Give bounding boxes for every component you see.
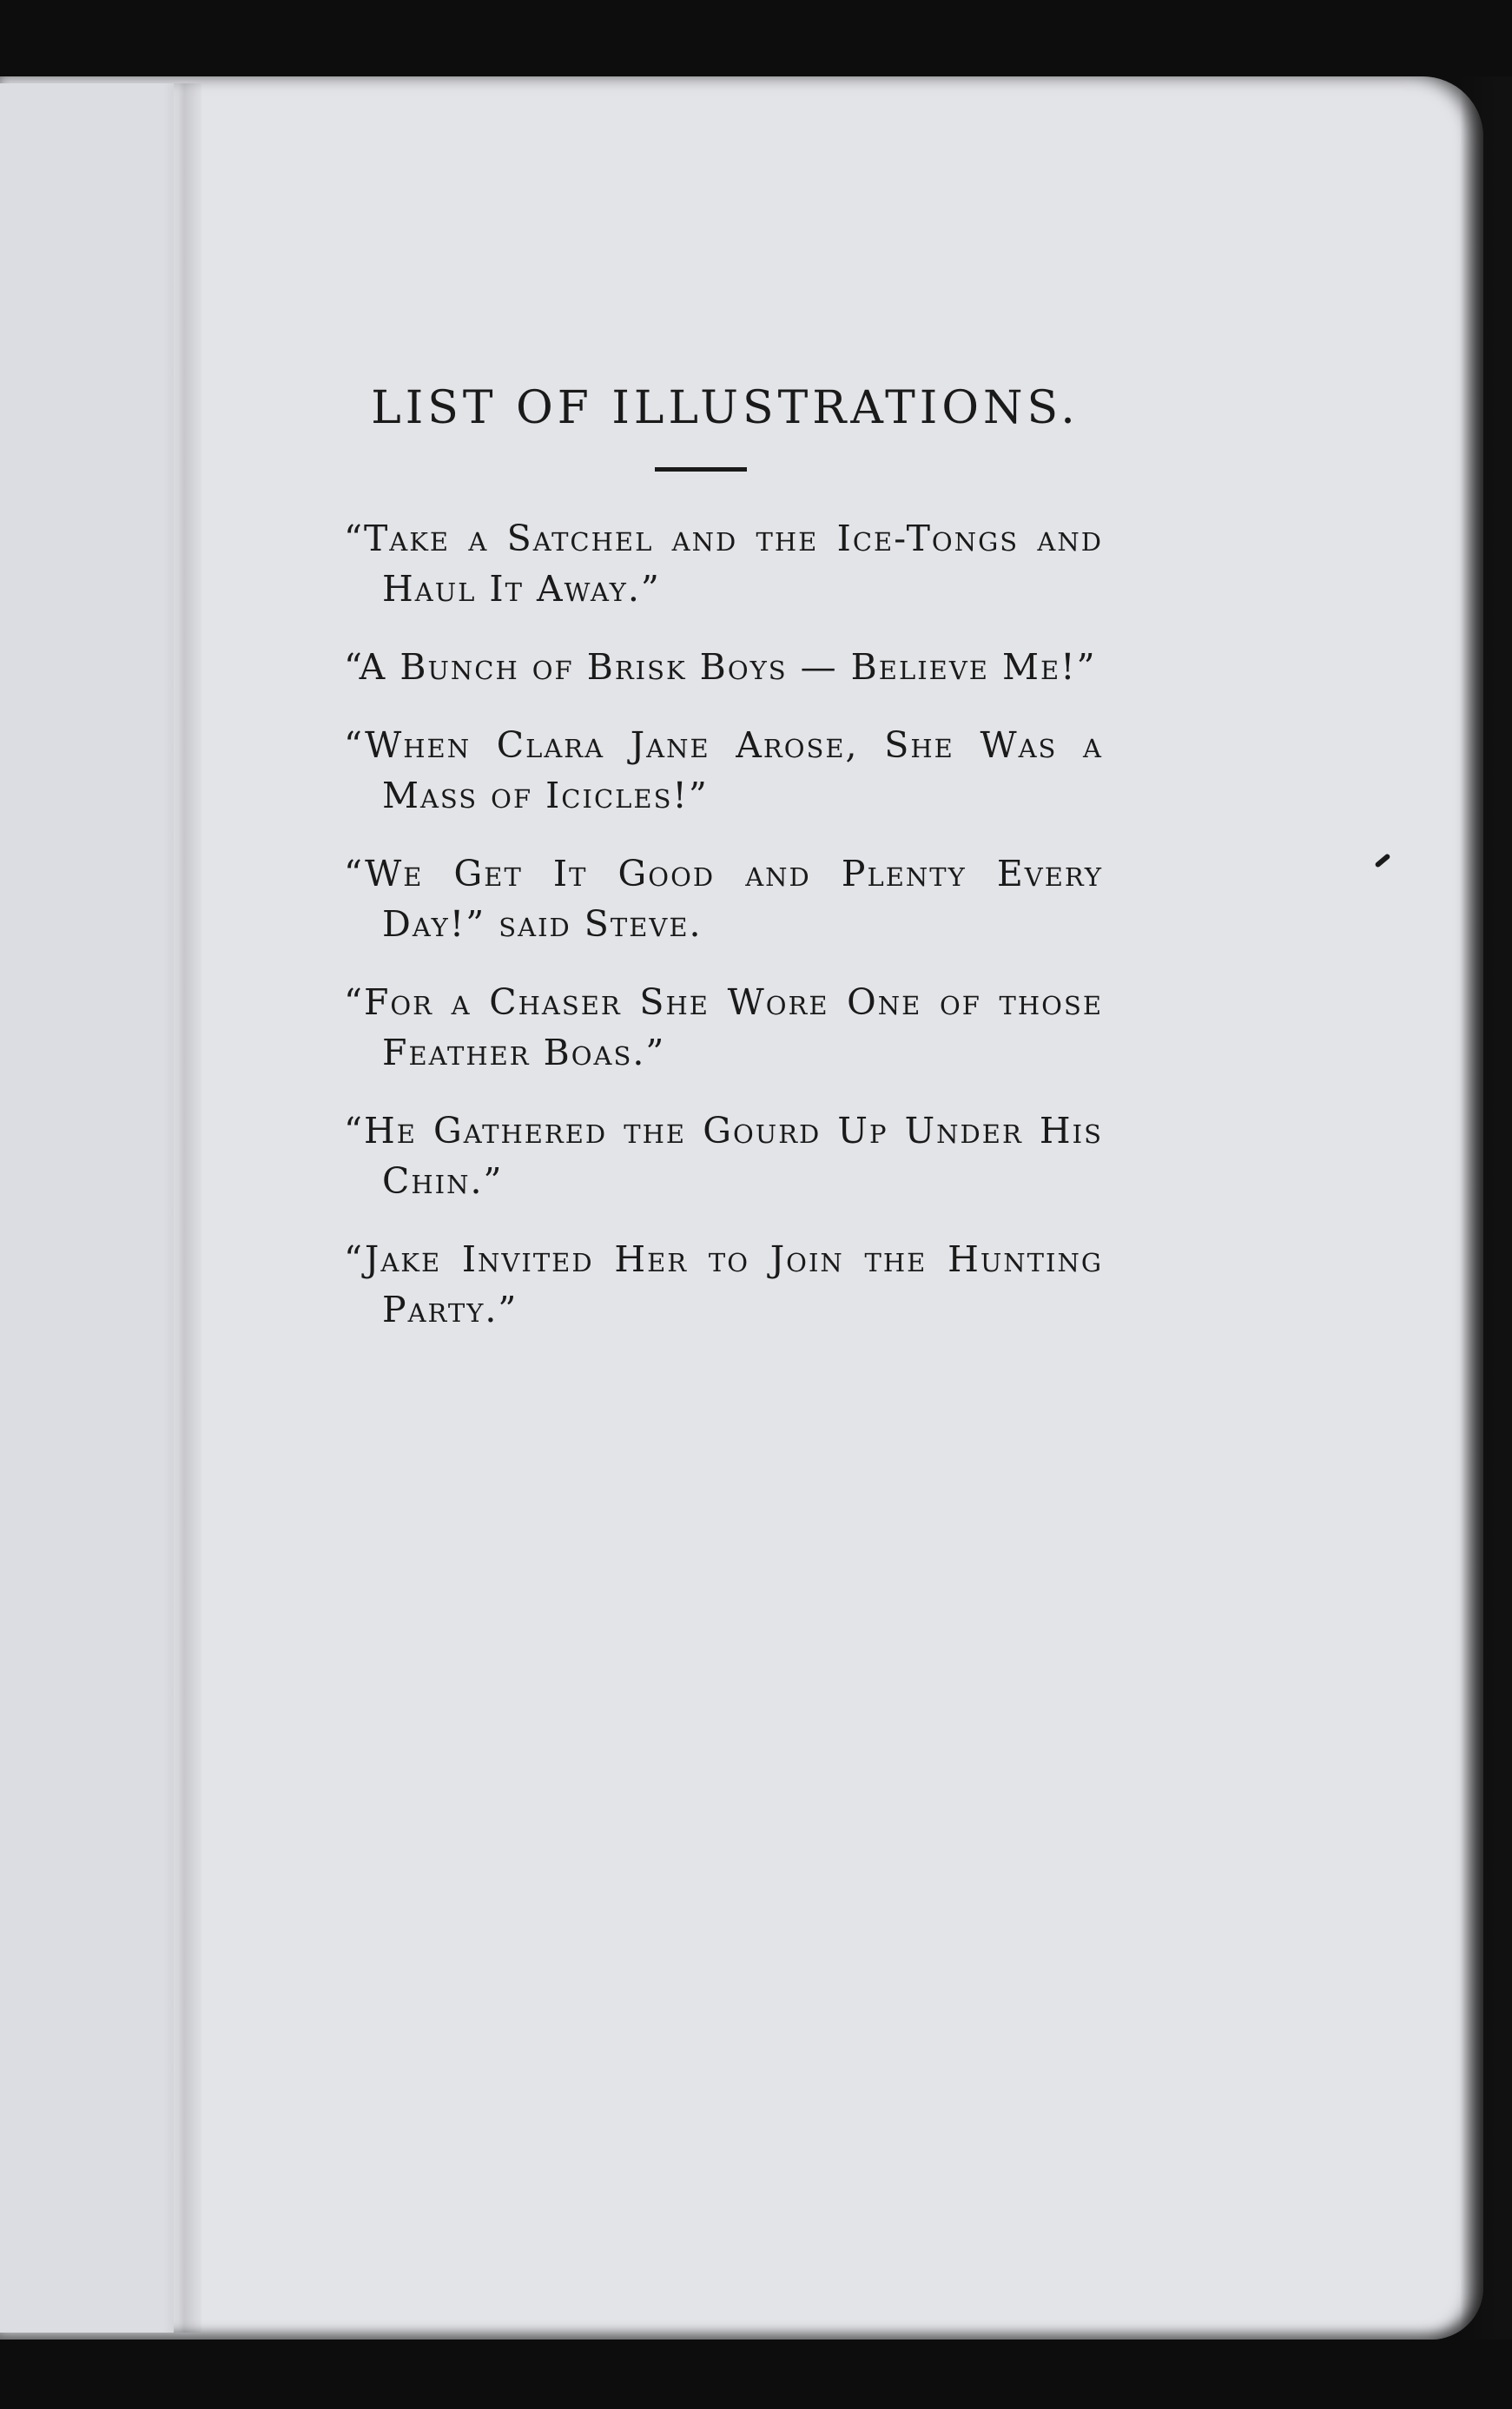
book-gutter — [163, 83, 201, 2333]
page-edge-shadow — [1460, 76, 1512, 2340]
illustration-entry: “Jake Invited Her to Join the Hunting Party.” — [344, 1238, 1103, 1330]
illustration-entry: “Take a Satchel and the Ice-Tongs and Haul It Away.” — [344, 518, 1103, 610]
illustrations-list-section — [304, 382, 1112, 1363]
illustration-entry: “A Bunch of Brisk Boys — Believe Me!” — [344, 646, 1097, 688]
page-title: LIST OF ILLUSTRATIONS. — [371, 382, 1080, 434]
title-rule — [655, 467, 747, 472]
illustration-entry: “We Get It Good and Plenty Every Day!” said Steve. — [344, 853, 1103, 945]
illustration-entry: “For a Chaser She Wore One of those Feather Boas.” — [344, 981, 1103, 1073]
left-page-edge — [0, 83, 174, 2333]
illustration-entry: “When Clara Jane Arose, She Was a Mass of Icicles!” — [344, 724, 1103, 816]
illustrations-list — [304, 513, 1112, 1335]
illustration-entry: “He Gathered the Gourd Up Under His Chin.” — [344, 1110, 1103, 1202]
